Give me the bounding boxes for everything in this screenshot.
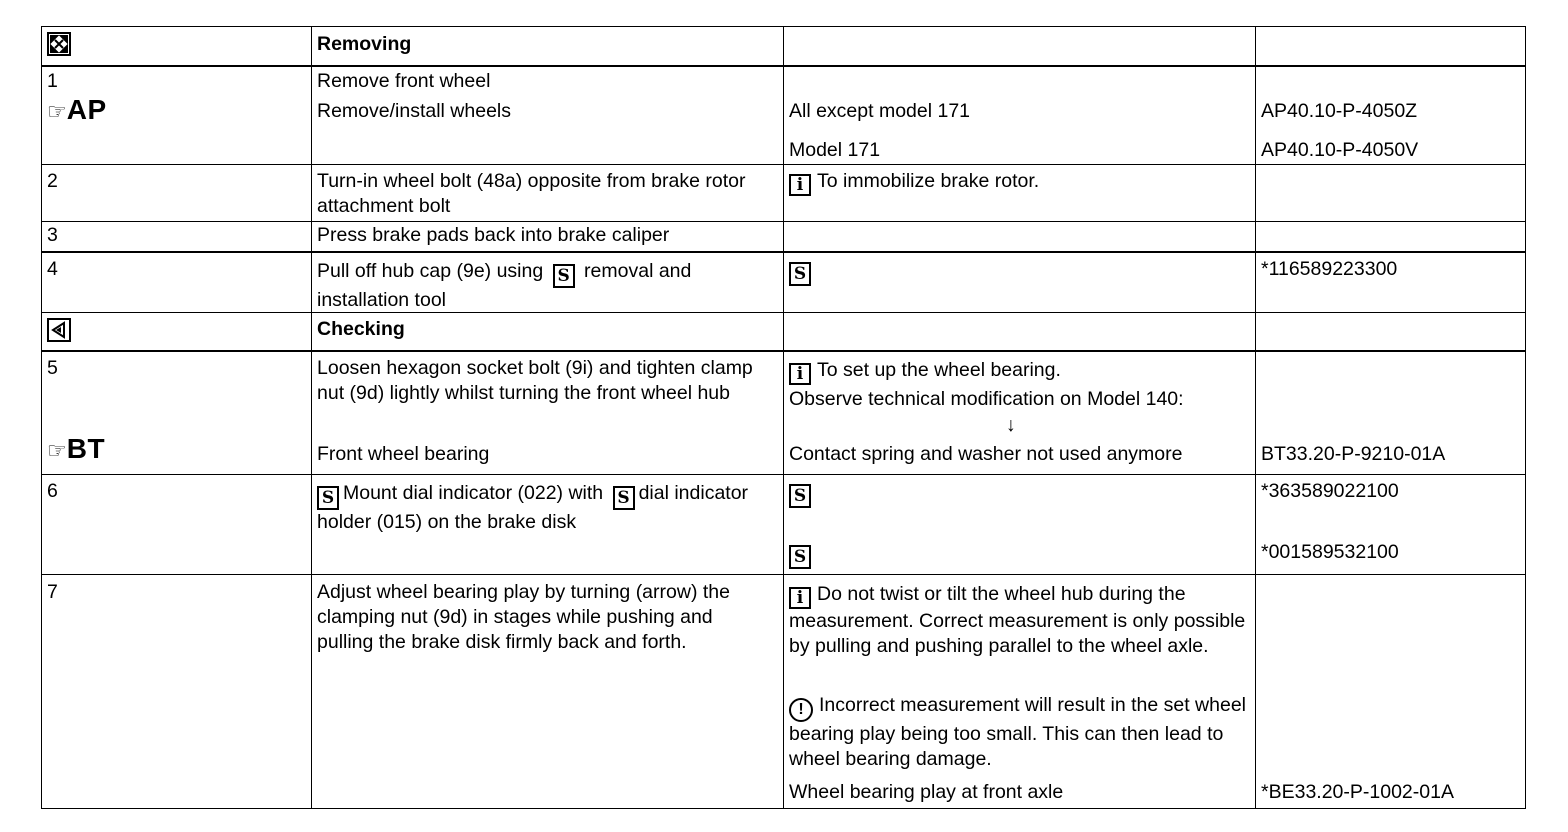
special-tool-icon: S xyxy=(789,262,811,286)
warning-note: ! Incorrect measurement will result in the set wheel bearing play being too small. This can then lead to wheel bearing damage. xyxy=(789,694,1247,770)
step-action: Remove front wheel xyxy=(317,69,491,92)
tool-number-link[interactable]: *001589532100 xyxy=(1261,541,1399,563)
section-header-row xyxy=(42,313,1526,351)
step-number: 6 xyxy=(47,480,58,502)
step-number: 3 xyxy=(47,224,58,246)
doc-reference-link[interactable]: BT33.20-P-9210-01A xyxy=(1261,442,1446,465)
special-tool-icon: S xyxy=(553,264,575,288)
table-row xyxy=(42,475,1526,575)
condition-text: All except model 171 xyxy=(789,99,971,122)
special-tool-icon: S xyxy=(789,545,811,569)
step-action: Loosen hexagon socket bolt (9i) and tighten clamp nut (9d) lightly whilst turning the front wheel hub xyxy=(317,356,753,404)
table-row xyxy=(42,222,1526,252)
info-icon: i xyxy=(789,587,811,609)
table-row xyxy=(42,66,1526,165)
table-row xyxy=(42,575,1526,809)
ref-action: Front wheel bearing xyxy=(317,442,490,465)
step-action: S Mount dial indicator (022) with S dial indicator holder (015) on the brake disk xyxy=(317,482,749,533)
removing-heading: Removing xyxy=(317,33,412,55)
special-tool-icon: S xyxy=(317,486,339,510)
doc-reference-link[interactable]: *BE33.20-P-1002-01A xyxy=(1261,781,1454,803)
procedure-table xyxy=(41,26,1526,809)
checking-heading: Checking xyxy=(317,318,405,340)
play-value-label: Wheel bearing play at front axle xyxy=(789,781,1064,803)
removing-symbol-cell xyxy=(42,27,312,66)
step-action: Turn-in wheel bolt (48a) opposite from brake rotor attachment bolt xyxy=(317,170,746,217)
doc-reference-link[interactable]: AP40.10-P-4050Z xyxy=(1261,99,1418,122)
checking-symbol-cell xyxy=(42,313,312,351)
pointing-hand-icon: ☞ xyxy=(47,98,67,124)
table-row xyxy=(42,351,1526,475)
info-icon: i xyxy=(789,363,811,385)
step-number: 7 xyxy=(47,581,58,603)
section-header-row xyxy=(42,27,1526,66)
table-row xyxy=(42,252,1526,313)
down-arrow: ↓ xyxy=(1006,413,1016,436)
table-row xyxy=(42,165,1526,222)
step-action: Adjust wheel bearing play by turning (arrow) the clamping nut (9d) in stages while pushing and pulling the brake disk firmly back and forth. xyxy=(317,581,730,653)
play-left-icon xyxy=(47,318,71,342)
info-icon: i xyxy=(789,174,811,196)
modification-note: Observe technical modification on Model 140: xyxy=(789,387,1184,410)
step-number: 4 xyxy=(47,257,58,280)
info-note: i To immobilize brake rotor. xyxy=(789,169,1039,196)
tool-number-link[interactable]: *363589022100 xyxy=(1261,480,1399,502)
step-number: 1 xyxy=(47,69,58,92)
doc-reference-link[interactable]: AP40.10-P-4050V xyxy=(1261,138,1419,161)
modification-detail: Contact spring and washer not used anymore xyxy=(789,442,1183,465)
info-note: i To set up the wheel bearing. xyxy=(789,358,1061,385)
ref-action: Remove/install wheels xyxy=(317,99,512,122)
step-action: Pull off hub cap (9e) using S removal and installation tool xyxy=(317,259,692,311)
special-tool-icon: S xyxy=(613,486,635,510)
bt-reference: ☞BT xyxy=(47,432,106,464)
info-note: i Do not twist or tilt the wheel hub during the measurement. Correct measurement is only possible by pulling and pushing parallel to the wheel axle. xyxy=(789,583,1246,657)
pointing-hand-icon: ☞ xyxy=(47,437,67,463)
step-number: 2 xyxy=(47,170,58,192)
special-tool-icon: S xyxy=(789,484,811,508)
ap-reference: ☞AP xyxy=(47,93,107,125)
step-number: 5 xyxy=(47,356,58,379)
step-action: Press brake pads back into brake caliper xyxy=(317,224,670,246)
expand-arrows-icon xyxy=(47,32,71,56)
tool-number-link[interactable]: *116589223300 xyxy=(1261,257,1398,280)
condition-text: Model 171 xyxy=(789,138,881,161)
warning-icon: ! xyxy=(789,698,813,722)
